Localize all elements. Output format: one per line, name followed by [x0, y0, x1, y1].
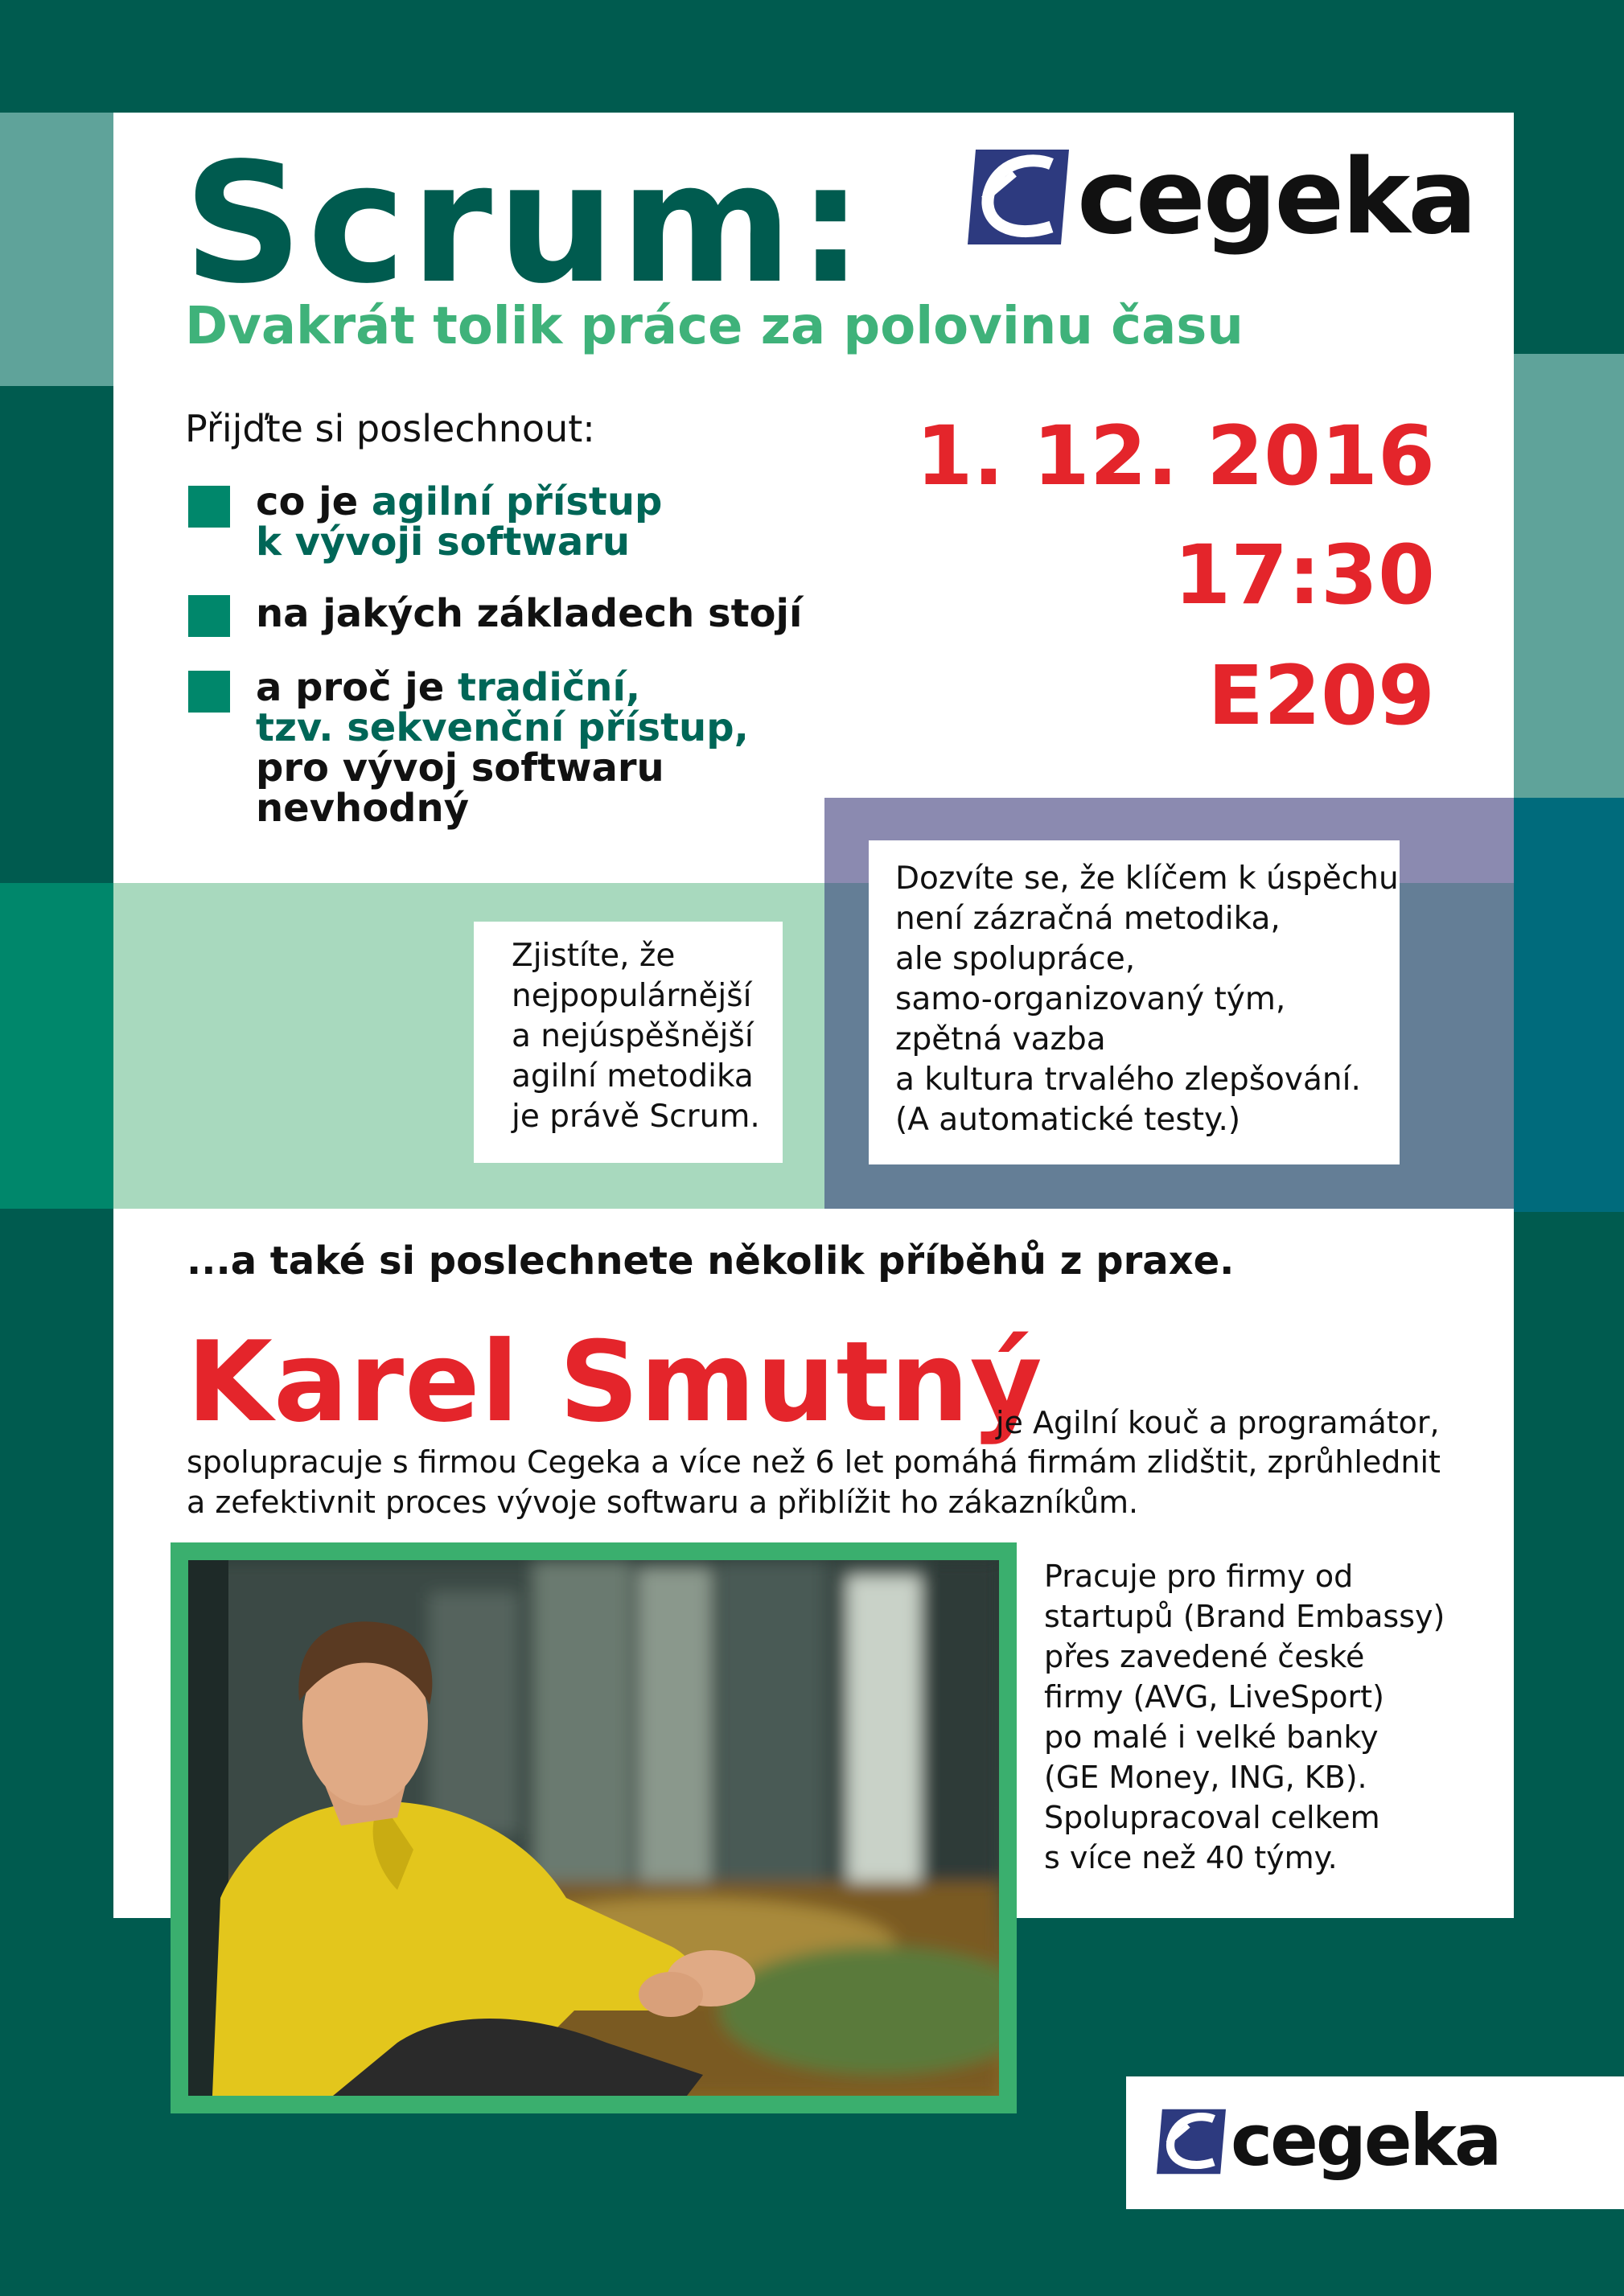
cegeka-logo-icon-bottom: [1157, 2109, 1226, 2175]
bullet-square-3: [188, 671, 230, 713]
bg-block-left-top: [0, 113, 113, 386]
topic-item-2: na jakých základech stojí: [256, 591, 803, 636]
page-title: Scrum:: [183, 127, 869, 320]
photo-drawing: [188, 1560, 999, 2096]
speaker-bio-first: je Agilní kouč a programátor,: [996, 1405, 1440, 1440]
event-room: E209: [1207, 648, 1435, 744]
speaker-photo: [171, 1542, 1017, 2113]
bg-block-right-top: [1514, 354, 1624, 798]
topic-3-line-1: a proč je tradiční,: [256, 665, 641, 710]
logo-top: [968, 138, 1475, 262]
topic-item-1: [256, 479, 663, 565]
topic-3-line-3: pro vývoj softwaru: [256, 745, 664, 791]
page-subtitle: Dvakrát tolik práce za polovinu času: [185, 297, 1244, 356]
topic-1-line-1: co je agilní přístup: [256, 479, 663, 524]
bullet-square-2: [188, 595, 230, 637]
event-time: 17:30: [1174, 528, 1435, 623]
speaker-bio: spolupracuje s firmou Cegeka a více než 6 let pomáhá firmám zlidštit, zprůhlednit a zefektivnit proces vývoje softwaru a přiblížit ho zákazníkům.: [187, 1444, 1441, 1520]
logo-bottom-box: [1126, 2076, 1624, 2209]
topic-item-3: [256, 665, 749, 831]
cegeka-logo-icon: [968, 150, 1069, 244]
speaker-name: Karel Smutný: [187, 1317, 1043, 1447]
logo-bottom-text: cegeka: [1231, 2099, 1500, 2182]
topic-3-line-2: tzv. sekvenční přístup,: [256, 705, 749, 750]
bg-block-left-mid: [0, 883, 113, 1209]
logo-top-text: cegeka: [1077, 138, 1475, 257]
topic-3-line-4: nevhodný: [256, 786, 469, 831]
event-date: 1. 12. 2016: [915, 409, 1435, 504]
info-box-right: [869, 840, 1400, 1164]
info-box-left-text: Zjistíte, že nejpopulárnější a nejúspěšnější agilní metodika je právě Scrum.: [512, 938, 760, 1135]
praxe-text: ...a také si poslechnete několik příběhů z praxe.: [187, 1238, 1235, 1284]
speaker-side-text: Pracuje pro firmy od startupů (Brand Embassy) přes zavedené české firmy (AVG, LiveSport) po malé i velké banky (GE Money, ING, KB). Spolupracoval celkem s více než 40 týmy.: [1044, 1559, 1445, 1875]
info-box-right-text: Dozvíte se, že klíčem k úspěchu není zázračná metodika, ale spolupráce, samo-organizovaný tým, zpětná vazba a kultura trvalého zlepšování. (A automatické testy.): [895, 860, 1399, 1138]
topics-intro: Přijďte si poslechnout:: [185, 407, 595, 450]
bullet-square-1: [188, 486, 230, 528]
topic-1-line-2: k vývoji softwaru: [256, 520, 631, 565]
photo-image: [188, 1560, 999, 2096]
info-box-left: [474, 922, 783, 1163]
bg-block-right-mid: [1514, 798, 1624, 1212]
